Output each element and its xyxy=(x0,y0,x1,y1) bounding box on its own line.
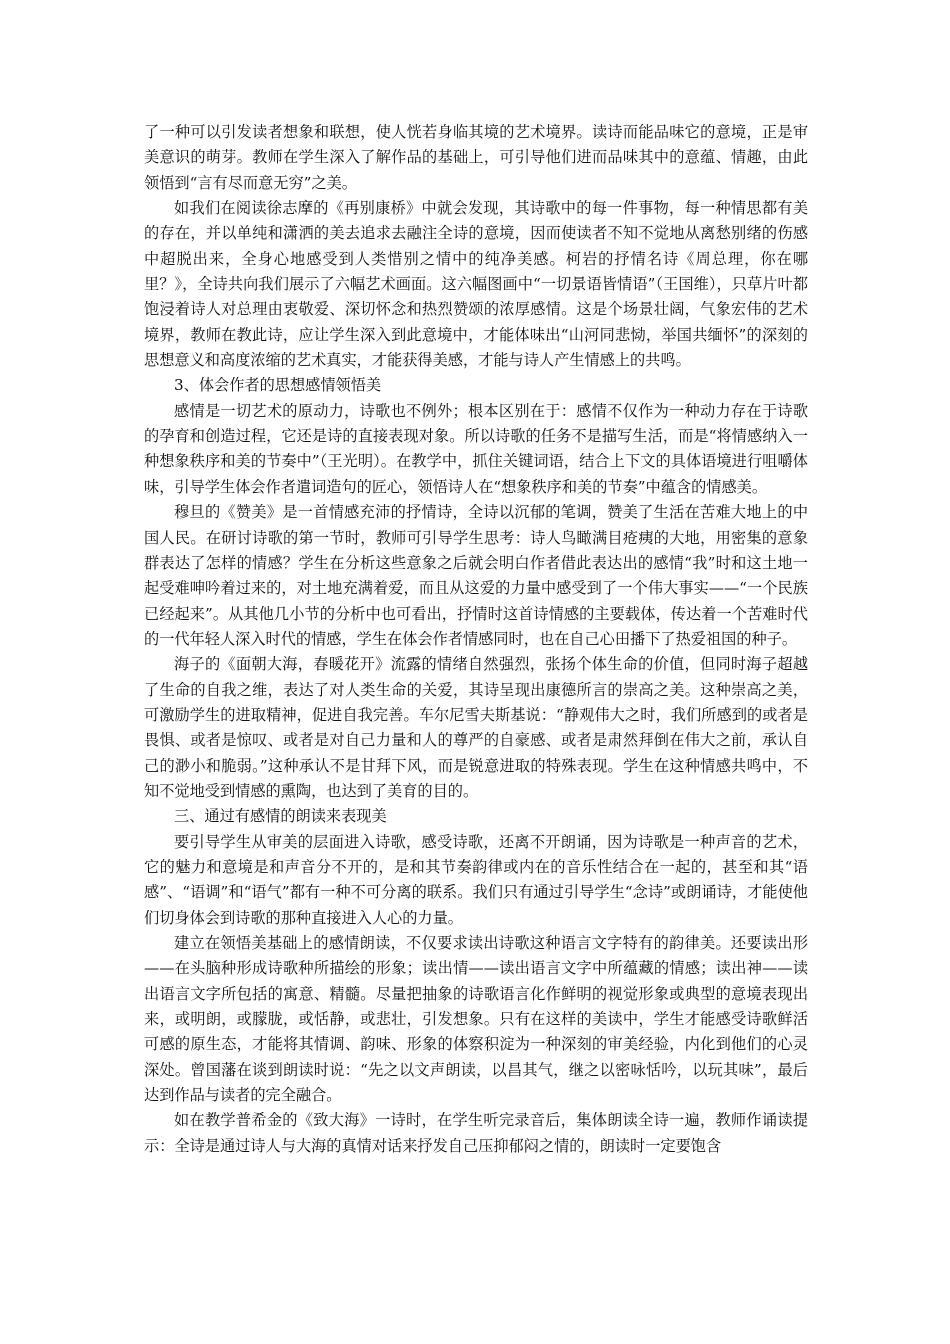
section-heading-three: 三、通过有感情的朗读来表现美 xyxy=(174,807,387,826)
paragraph-continuation: 了一种可以引发读者想象和联想，使人恍若身临其境的艺术境界。读诗而能品味它的意境，正是审美意识的萌芽。教师在学生深入了解作品的基础上，可引导他们进而品味其中的意蕴、情趣，由此领悟到“言有尽而意无穷”之美。 xyxy=(144,123,808,192)
paragraph-zaibie-kangqiao: 如我们在阅读徐志摩的《再别康桥》中就会发现，其诗歌中的每一件事物，每一种情思都有美的存在，并以单纯和潇洒的美去追求去融注全诗的意境，因而使读者不知不觉地从离愁别绪的伤感中超脱出来，全身心地感受到人类惜别之情中的纯净美感。柯岩的抒情名诗《周总理，你在哪里？》，全诗共向我们展示了六幅艺术画面。这六幅图画中“一切景语皆情语”（王国维），只草片叶都饱浸着诗人对总理由衷敬爱、深切怀念和热烈赞颂的浓厚感情。这是个场景壮阔，气象宏伟的艺术境界，教师在教此诗，应让学生深入到此意境中，才能体味出“山河同悲恸，举国共缅怀”的深刻的思想意义和高度浓缩的艺术真实，才能获得美感，才能与诗人产生情感上的共鸣。 xyxy=(144,199,808,370)
paragraph-recitation: 要引导学生从审美的层面进入诗歌，感受诗歌，还离不开朗诵，因为诗歌是一种声音的艺术，它的魅力和意境是和声音分不开的，是和其节奏韵律或内在的音乐性结合在一起的，甚至和其“语感”、“语调”和“语气”都有一种不可分离的联系。我们只有通过引导学生“念诗”或朗诵诗，才能使他们切身体会到诗歌的那种直接进入人心的力量。 xyxy=(144,832,808,927)
paragraph-haizi: 海子的《面朝大海，春暖花开》流露的情绪自然强烈，张扬个体生命的价值，但同时海子超越了生命的自我之维，表达了对人类生命的关爱，其诗呈现出康德所言的崇高之美。这种崇高之美，可激励学生的进取精神，促进自我完善。车尔尼雪夫斯基说：“静观伟大之时，我们所感到的或者是畏惧、或者是惊叹、或者是对自己力量和人的尊严的自豪感、或者是肃然拜倒在伟大之前，承认自己的渺小和脆弱。”这种承认不是甘拜下风，而是锐意进取的特殊表现。学生在这种情感共鸣中，不知不觉地受到情感的熏陶，也达到了美育的目的。 xyxy=(144,655,808,800)
paragraph-emotional-reading: 建立在领悟美基础上的感情朗读，不仅要求读出诗歌这种语言文字特有的韵律美。还要读出形——在头脑种形成诗歌种所描绘的形象；读出情——读出语言文字中所蕴藏的情感；读出神——读出语言文字所包括的寓意、精髓。尽量把抽象的诗歌语言化作鲜明的视觉形象或典型的意境表现出来，或明朗，或朦胧，或恬静，或悲壮，引发想象。只有在这样的美读中，学生才能感受诗歌鲜活可感的原生态，才能将其情调、韵味、形象的体察积淀为一种深刻的审美经验，内化到他们的心灵深处。曾国藩在谈到朗读时说：“先之以文声朗读，以昌其气，继之以密咏恬吟，以玩其味”，最后达到作品与读者的完全融合。 xyxy=(144,934,808,1105)
section-heading-3: 3、体会作者的思想感情领悟美 xyxy=(174,376,382,395)
paragraph-zhi-dahai: 如在教学普希金的《致大海》一诗时，在学生听完录音后，集体朗读全诗一遍，教师作诵读提示：全诗是通过诗人与大海的真情对话来抒发自己压抑郁闷之情的，朗读时一定要饱含 xyxy=(144,1111,808,1155)
document-body xyxy=(144,120,808,1159)
paragraph-emotion-motive: 感情是一切艺术的原动力，诗歌也不例外；根本区别在于：感情不仅作为一种动力存在于诗歌的孕育和创造过程，它还是诗的直接表现对象。所以诗歌的任务不是描写生活，而是“将情感纳入一种想象秩序和美的节奏中”（王光明）。在教学中，抓住关键词语，结合上下文的具体语境进行咀嚼体味，引导学生体会作者遣词造句的匠心，领悟诗人在“想象秩序和美的节奏”中蕴含的情感美。 xyxy=(144,401,808,496)
paragraph-zanmei: 穆旦的《赞美》是一首情感充沛的抒情诗，全诗以沉郁的笔调，赞美了生活在苦难大地上的中国人民。在研讨诗歌的第一节时，教师可引导学生思考：诗人鸟瞰满目疮痍的大地，用密集的意象群表达了怎样的情感？学生在分析这些意象之后就会明白作者借此表达出的感情“我”时和这土地一起受难呻吟着过来的，对土地充满着爱，而且从这爱的力量中感受到了一个伟大事实——“一个民族已经起来”。从其他几小节的分析中也可看出，抒情时这首诗情感的主要载体，传达着一个苦难时代的一代年轻人深入时代的情感，学生在体会作者情感同时，也在自己心田播下了热爱祖国的种子。 xyxy=(144,503,808,648)
